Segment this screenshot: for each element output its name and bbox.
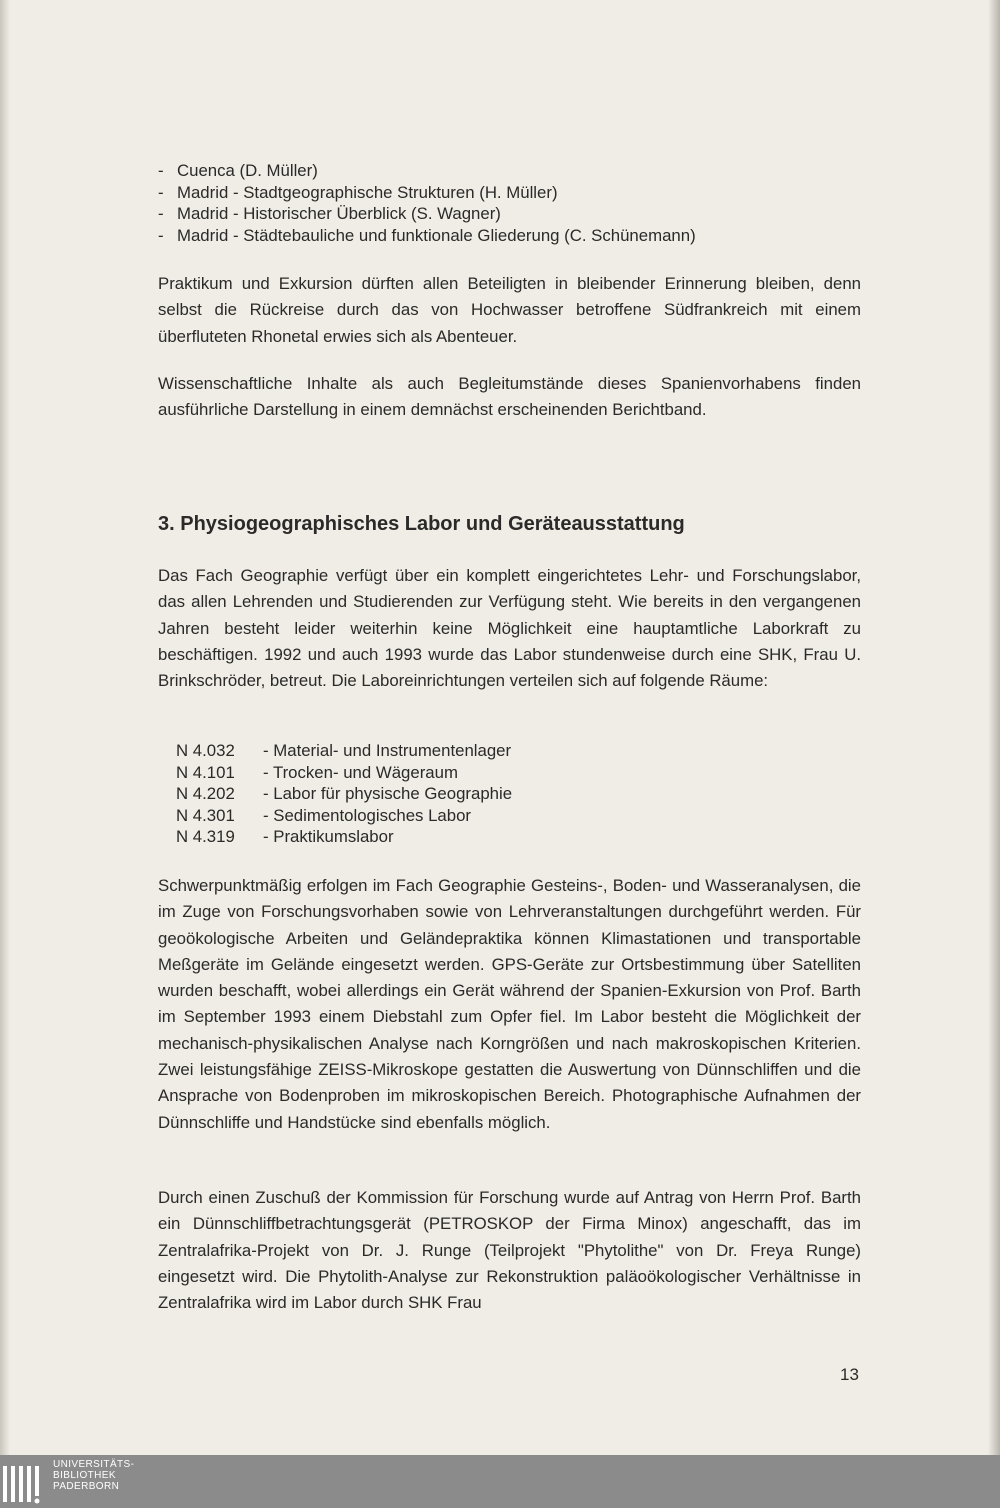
page-edge-shadow <box>988 0 1000 1455</box>
bullet-list <box>158 160 861 246</box>
list-item: - Cuenca (D. Müller) <box>158 161 318 180</box>
room-item: N 4.301 - Sedimentologisches Labor <box>176 805 472 825</box>
page-binding-shadow <box>0 0 10 1455</box>
library-footer <box>0 1455 1000 1508</box>
list-item: - Madrid - Städtebauliche und funktionale Gliederung (C. Schünemann) <box>158 225 696 245</box>
paragraph-excursion: Praktikum und Exkursion dürften allen Beteiligten in bleibender Erinnerung bleiben, denn selbst die Rückreise durch das von Hochwasser betroffene Südfrankreich mit einem überfluteten Rhonetal erwies sich als Abenteuer. <box>158 274 861 346</box>
library-name: UNIVERSITÄTS- BIBLIOTHEK PADERBORN <box>53 1459 135 1492</box>
library-logo-icon <box>3 1462 47 1506</box>
paragraph-lab-intro: Das Fach Geographie verfügt über ein komplett eingerichtetes Lehr- und Forschungslabor, das allen Lehrenden und Studierenden zur Verfügung steht. Wie bereits in den vergangenen Jahren besteht leider weiterhin keine Möglichkeit eine hauptamtliche Laborkraft zu beschäftigen. 1992 und auch 1993 wurde das Labor stundenweise durch eine SHK, Frau U. Brinkschröder, betreut. Die Laboreinrichtungen verteilen sich auf folgende Räume: <box>158 566 861 691</box>
room-item: N 4.032 - Material- und Instrumentenlager <box>176 741 512 760</box>
page-number: 13 <box>840 1365 859 1384</box>
room-list <box>176 740 512 848</box>
list-item: - Madrid - Stadtgeographische Strukturen (H. Müller) <box>158 182 558 202</box>
room-item: N 4.319 - Praktikumslabor <box>176 827 394 846</box>
list-item: - Madrid - Historischer Überblick (S. Wagner) <box>158 204 501 223</box>
paragraph-report: Wissenschaftliche Inhalte als auch Begleitumstände dieses Spanienvorhabens finden ausführliche Darstellung in einem demnächst erscheinenden Berichtband. <box>158 374 861 420</box>
paragraph-analysis: Schwerpunktmäßig erfolgen im Fach Geographie Gesteins-, Boden- und Wasseranalysen, die im Zuge von Forschungsvorhaben sowie von Lehrveranstaltungen durchgeführt werden. Für geoökologische Arbeiten und Geländepraktika können Klimastationen und transportable Meßgeräte im Gelände eingesetzt werden. GPS-Geräte zur Ortsbestimmung über Satelliten wurden beschafft, wobei allerdings ein Gerät während der Spanien-Exkursion von Prof. Barth im September 1993 einem Diebstahl zum Opfer fiel. Im Labor besteht die Möglichkeit der mechanisch-physikalischen Analyse nach Korngrößen und nach makroskopischen Kriterien. Zwei leistungsfähige ZEISS-Mikroskope gestatten die Auswertung von Dünnschliffen und die Ansprache von Bodenproben im mikroskopischen Bereich. Photographische Aufnahmen der Dünnschliffe und Handstücke sind ebenfalls möglich. <box>158 876 861 1132</box>
section-heading: 3. Physiogeographisches Labor und Geräteausstattung <box>158 513 685 535</box>
room-item: N 4.202 - Labor für physische Geographie <box>176 784 513 803</box>
room-item: N 4.101 - Trocken- und Wägeraum <box>176 762 458 782</box>
paragraph-petroskop: Durch einen Zuschuß der Kommission für Forschung wurde auf Antrag von Herrn Prof. Barth ein Dünnschliffbetrachtungsgerät (PETROSKOP der Firma Minox) angeschafft, das im Zentralafrika-Projekt von Dr. J. Runge (Teilprojekt "Phytolithe" von Dr. Freya Runge) eingesetzt wird. Die Phytolith-Analyse zur Rekonstruktion paläoökologischer Verhältnisse in Zentralafrika wird im Labor durch SHK Frau <box>158 1188 861 1313</box>
